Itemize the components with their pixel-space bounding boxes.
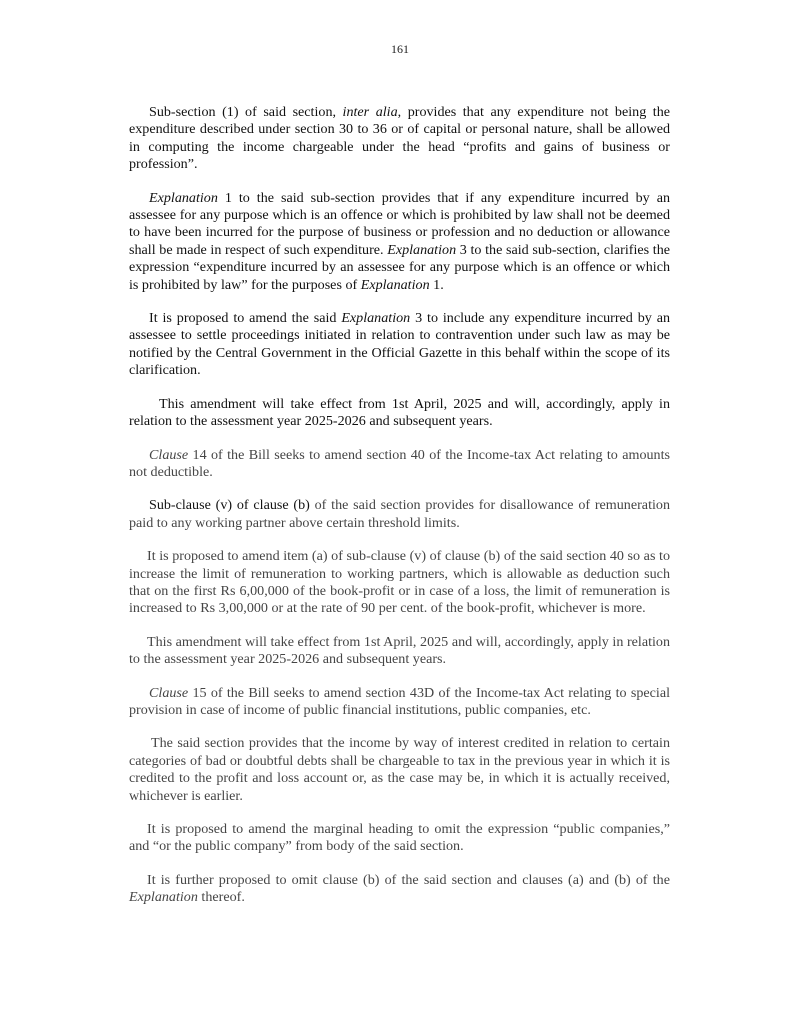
paragraph-7: It is proposed to amend item (a) of sub-clause (v) of clause (b) of the said section 40 so as to increase the limit of remuneration to working partners, which is allowable as deduction such that on the first Rs 6,00,000 of the book-profit or in case of a loss, the limit of remuneration is increased to Rs 3,00,000 or at the rate of 90 per cent. of the book-profit, whichever is more. [129,548,670,617]
paragraph-8: This amendment will take effect from 1st April, 2025 and will, accordingly, apply in relation to the assessment year 2025-2026 and subsequent years. [129,633,670,668]
document-body [129,104,670,923]
paragraph-1: Sub-section (1) of said section, inter alia, provides that any expenditure not being the expenditure described under section 30 to 36 or of capital or personal nature, shall be allowed in computing the income chargeable under the head “profits and gains of business or profession”. [129,104,670,173]
paragraph-4: This amendment will take effect from 1st April, 2025 and will, accordingly, apply in relation to the assessment year 2025-2026 and subsequent years. [129,395,670,430]
paragraph-6: Sub-clause (v) of clause (b) of the said section provides for disallowance of remuneration paid to any working partner above certain threshold limits. [129,497,670,531]
paragraph-12: It is further proposed to omit clause (b) of the said section and clauses (a) and (b) of the Explanation thereof. [129,871,670,906]
page-number: 161 [391,42,409,56]
paragraph-3: It is proposed to amend the said Explanation 3 to include any expenditure incurred by an assessee to settle proceedings initiated in relation to contravention under such law as may be notified by the Central Government in the Official Gazette in this behalf within the scope of its clarification. [129,310,670,379]
paragraph-9: Clause 15 of the Bill seeks to amend section 43D of the Income-tax Act relating to special provision in case of income of public financial institutions, public companies, etc. [129,684,670,718]
paragraph-11: It is proposed to amend the marginal heading to omit the expression “public companies,” and “or the public company” from body of the said section. [129,821,670,855]
paragraph-5: Clause 14 of the Bill seeks to amend section 40 of the Income-tax Act relating to amounts not deductible. [129,446,670,480]
paragraph-2: Explanation 1 to the said sub-section provides that if any expenditure incurred by an assessee for any purpose which is an offence or which is prohibited by law shall not be deemed to have been incurred for the purpose of business or profession and no deduction or allowance shall be made in respect of such expenditure. Explanation 3 to the said sub-section, clarifies the expression “expenditure incurred by an assessee for any purpose which is an offence or which is prohibited by law” for the purposes of Explanation 1. [129,189,670,293]
paragraph-10: The said section provides that the income by way of interest credited in relation to certain categories of bad or doubtful debts shall be chargeable to tax in the previous year in which it is credited to the profit and loss account or, as the case may be, in which it is actually received, whichever is earlier. [129,735,670,804]
